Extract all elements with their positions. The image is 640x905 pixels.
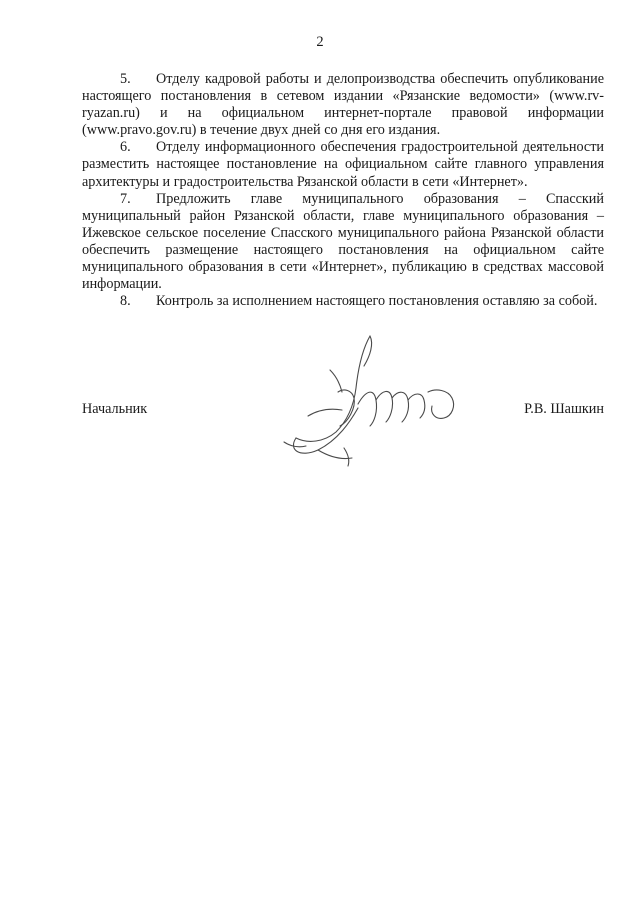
paragraph-number: 8. <box>120 293 131 310</box>
paragraph-text: Предложить главе муниципального образования – Спасский муниципальный район Рязанской области, главе муниципального образования – Ижевское сельское поселение Спасского муниципального района Рязанской области обеспечить размещение настоящего постановления на официальном сайте муниципального образования в сети «Интернет», публикацию в средствах массовой информации. <box>82 190 604 293</box>
paragraph-5 <box>82 71 604 139</box>
signer-position: Начальник <box>82 401 148 417</box>
paragraph-7 <box>82 191 604 294</box>
paragraph-6 <box>82 139 604 190</box>
document-body <box>82 71 604 310</box>
paragraph-number: 6. <box>120 139 131 156</box>
paragraph-text: Контроль за исполнением настоящего постановления оставляю за собой. <box>156 293 598 310</box>
signer-name: Р.В. Шашкин <box>524 401 604 417</box>
paragraph-text: Отделу кадровой работы и делопроизводства обеспечить опубликование настоящего постановления в сетевом издании «Рязанские ведомости» (www.rv-ryazan.ru) и на официальном интернет-портале правовой информации (www.pravo.gov.ru) в течение двух дней со дня его издания. <box>82 71 604 139</box>
paragraph-text: Отделу информационного обеспечения градостроительной деятельности разместить настоящее постановление на официальном сайте главного управления архитектуры и градостроительства Рязанской области в сети «Интернет». <box>82 139 604 190</box>
paragraph-number: 7. <box>120 190 131 207</box>
handwritten-signature <box>278 330 478 470</box>
paragraph-number: 5. <box>120 71 131 87</box>
page-number: 2 <box>316 34 324 50</box>
paragraph-8 <box>82 293 604 310</box>
